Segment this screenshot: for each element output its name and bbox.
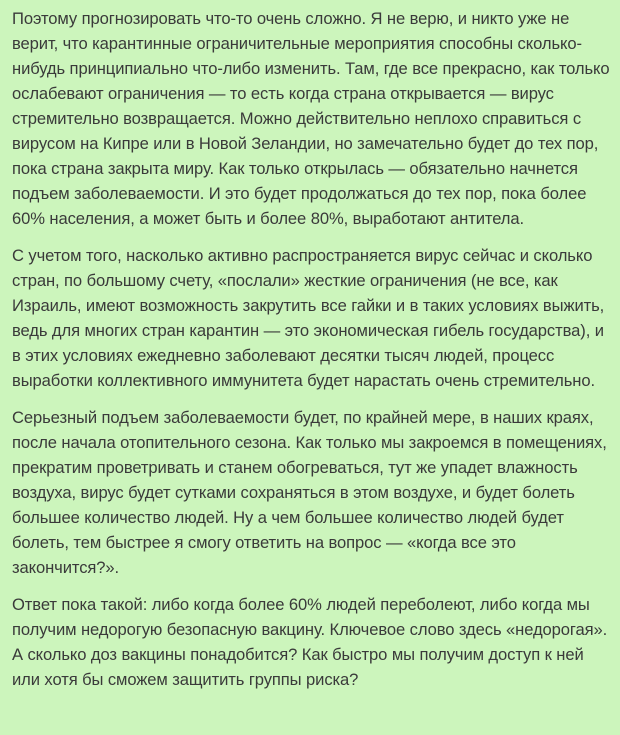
paragraph-restrictions: С учетом того, насколько активно распространяется вирус сейчас и сколько стран, по большому счету, «послали» жесткие ограничения (не все, как Израиль, имеют возможность закрутить все гайки и в таких условиях выжить, ведь для многих стран карантин — это экономическая гибель государства), и в этих условиях ежедневно заболевают десятки тысяч людей, процесс выработки коллективного иммунитета будет нарастать очень стремительно. — [12, 246, 605, 390]
paragraph-vaccine: Ответ пока такой: либо когда более 60% людей переболеют, либо когда мы получим недорогую безопасную вакцину. Ключевое слово здесь «недорогая». А сколько доз вакцины понадобится? Как быстро мы получим доступ к ней или хотя бы сможем защитить группы риска? — [12, 595, 608, 689]
paragraph-heating-season: Серьезный подъем заболеваемости будет, по крайней мере, в наших краях, после начала отопительного сезона. Как только мы закроемся в помещениях, прекратим проветривать и станем обогреваться, тут же упадет влажность воздуха, вирус будет сутками сохраняться в этом воздухе, и будет болеть большее количество людей. Ну а чем большее количество людей будет болеть, тем быстрее я смогу ответить на вопрос — «когда все это закончится?». — [12, 408, 607, 577]
paragraph-forecast: Поэтому прогнозировать что-то очень сложно. Я не верю, и никто уже не верит, что карантинные ограничительные мероприятия способны сколько-нибудь принципиально что-либо изменить. Там, где все прекрасно, как только ослабевают ограничения — то есть когда страна открывается — вирус стремительно возвращается. Можно действительно неплохо справиться с вирусом на Кипре или в Новой Зеландии, но замечательно будет до тех пор, пока страна закрыта миру. Как только открылась — обязательно начнется подъем заболеваемости. И это будет продолжаться до тех пор, пока более 60% населения, а может быть и более 80%, выработают антитела. — [12, 9, 610, 228]
article-body — [12, 6, 612, 692]
